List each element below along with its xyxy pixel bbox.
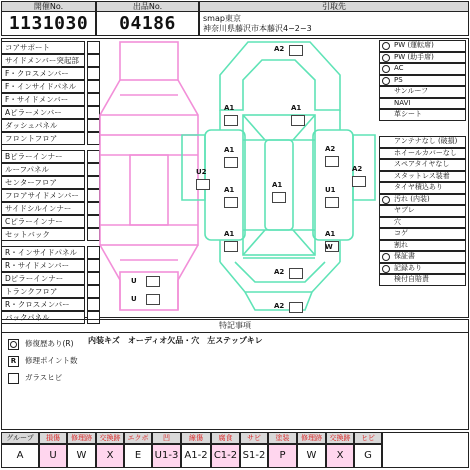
frame-code-top: U <box>131 277 137 285</box>
grade-value-cell: A1-2 <box>181 444 211 468</box>
grade-header-cell: 凹 <box>152 432 181 444</box>
equipment-label: 記録あり <box>394 263 422 272</box>
pickup-address: 神奈川県藤沢市本藤沢4−2−3 <box>203 24 312 33</box>
grade-header-cell: 交換跡 <box>326 432 354 444</box>
equipment-label: AC <box>394 64 404 72</box>
frame-part-label: サイドメンバー突起部 <box>1 54 85 67</box>
grade-header-cell: 損傷 <box>39 432 67 444</box>
grade-value-cell: X <box>326 444 354 468</box>
equipment-label: アンテナなし (破損) <box>394 137 458 145</box>
legend-label: 修理ポイント数 <box>25 356 78 365</box>
frame-part-label: R・インサイドパネル <box>1 246 85 259</box>
grade-header-cell: グループ <box>1 432 39 444</box>
grade-value-cell: E <box>124 444 152 468</box>
grade-value-cell: A <box>1 444 39 468</box>
legend-label: 修復歴あり(R) <box>25 339 74 348</box>
equipment-label: コゲ <box>394 229 408 237</box>
damage-code: U2 <box>196 168 207 176</box>
damage-marker-box <box>289 268 303 279</box>
grade-value-cell: U <box>39 444 67 468</box>
grade-value-cell: S1-2 <box>240 444 268 468</box>
damage-marker-box <box>291 115 305 126</box>
damage-code: U1 <box>325 186 336 194</box>
damage-code: W <box>325 243 333 251</box>
damage-marker-box <box>352 176 366 187</box>
grade-value-cell: C1-2 <box>211 444 240 468</box>
equipment-label: PW (運転席) <box>394 41 434 49</box>
frame-part-label: Cピラーインナー <box>1 215 85 228</box>
frame-part-label: Bピラーインナー <box>1 150 85 163</box>
equipment-label: スペアタイヤなし <box>394 160 450 168</box>
frame-part-label: サイドシルインナー <box>1 202 85 215</box>
legend-item <box>8 338 74 350</box>
frame-part-label: F・クロスメンバー <box>1 67 85 80</box>
damage-code: A2 <box>274 45 285 53</box>
damage-code: A2 <box>325 145 336 153</box>
damage-code: A1 <box>272 181 283 189</box>
damage-marker-box <box>224 241 238 252</box>
legend-label: ガラスヒビ <box>25 373 63 382</box>
equipment-label: ヤブレ <box>394 206 415 214</box>
equipment-label: 割れ <box>394 240 408 249</box>
frame-part-label: R・サイドメンバー <box>1 259 85 272</box>
pickup-label: 引取先 <box>199 1 469 12</box>
grade-value-cell: G <box>354 444 382 468</box>
frame-part-label: F・インサイドパネル <box>1 80 85 93</box>
equipment-label: 汚れ (内装) <box>394 194 430 203</box>
frame-part-label: ダッシュパネル <box>1 119 85 132</box>
equipment-label: PW (助手席) <box>394 52 434 61</box>
legend-item <box>8 355 78 367</box>
frame-part-label: フロントフロア <box>1 132 85 145</box>
frame-part-label: トランクフロア <box>1 285 85 298</box>
frame-part-label: ルーフパネル <box>1 163 85 176</box>
equipment-label: スタットレス装着 <box>394 171 450 180</box>
damage-marker-box <box>272 192 286 203</box>
equipment-label: タイヤ積込あり <box>394 183 443 191</box>
grade-header-cell: ヒビ <box>354 432 382 444</box>
lot-no-label: 出品No. <box>96 1 199 12</box>
frame-code-bottom: U <box>131 295 137 303</box>
legend-item <box>8 372 62 384</box>
grade-value-cell: U1-3 <box>152 444 181 468</box>
grade-value-cell: W <box>67 444 96 468</box>
equipment-label: PS <box>394 75 403 84</box>
damage-marker-box <box>325 156 339 167</box>
damage-code: A1 <box>224 230 235 238</box>
damage-code: A1 <box>224 104 235 112</box>
frame-part-label: F・サイドメンバー <box>1 93 85 106</box>
damage-code: A1 <box>224 186 235 194</box>
frame-part-label: センターフロア <box>1 176 85 189</box>
frame-part-label: バックパネル <box>1 311 85 324</box>
equipment-label: 保証書 <box>394 252 415 260</box>
damage-code: A1 <box>325 230 336 238</box>
frame-part-label: コアサポート <box>1 41 85 54</box>
damage-code: A1 <box>224 146 235 154</box>
frame-part-label: フロアサイドメンバー <box>1 189 85 202</box>
grade-value-cell: W <box>297 444 326 468</box>
damage-marker-box <box>289 302 303 313</box>
equipment-label: 革シート <box>394 110 422 118</box>
notes-box <box>1 319 469 430</box>
circle-icon <box>8 339 19 350</box>
repair-r-icon: R <box>8 356 19 367</box>
grade-header-cell: 線傷 <box>181 432 211 444</box>
square-icon <box>8 373 19 384</box>
notes-title: 特記事項 <box>2 320 468 333</box>
grade-table-empty-cell <box>382 432 469 468</box>
session-no-label: 開催No. <box>1 1 96 12</box>
equipment-label: ホイールカバーなし <box>394 148 457 157</box>
notes-text: 内装キズ オーディオ欠品・穴 左ステップキレ <box>88 336 263 345</box>
damage-marker-box <box>224 197 238 208</box>
grade-header-cell: 交換跡 <box>96 432 124 444</box>
grade-value-cell: P <box>268 444 297 468</box>
lot-no-value: 04186 <box>96 11 199 36</box>
grade-header-cell: 腐食 <box>211 432 240 444</box>
damage-marker-box <box>224 115 238 126</box>
damage-code: A2 <box>274 302 285 310</box>
frame-diagram-pink <box>100 42 198 310</box>
damage-marker-box <box>289 45 303 56</box>
grade-header-cell: サビ <box>240 432 268 444</box>
frame-part-label: セットバック <box>1 228 85 241</box>
grade-header-cell: 塗装 <box>268 432 297 444</box>
damage-marker-box <box>146 294 160 305</box>
grade-header-cell: エクボ <box>124 432 152 444</box>
damage-marker-box <box>224 157 238 168</box>
frame-part-label: Aピラーメンバー <box>1 106 85 119</box>
equipment-label: 穴 <box>394 217 401 226</box>
damage-marker-box <box>325 197 339 208</box>
damage-marker-box <box>146 276 160 287</box>
grade-header-cell: 修理跡 <box>67 432 96 444</box>
pickup-name: smap東京 <box>203 14 241 23</box>
damage-code: A2 <box>274 268 285 276</box>
frame-part-label: Dピラーインナー <box>1 272 85 285</box>
damage-marker-box <box>196 179 210 190</box>
equipment-label: NAVI <box>394 98 411 107</box>
damage-code: A2 <box>352 165 363 173</box>
session-no-value: 1131030 <box>1 11 96 36</box>
grade-value-cell: X <box>96 444 124 468</box>
frame-part-label: R・クロスメンバー <box>1 298 85 311</box>
equipment-label: サンルーフ <box>394 87 429 95</box>
grade-header-cell: 修理跡 <box>297 432 326 444</box>
equipment-label: 検付自賠責 <box>394 275 429 283</box>
damage-code: A1 <box>291 104 302 112</box>
